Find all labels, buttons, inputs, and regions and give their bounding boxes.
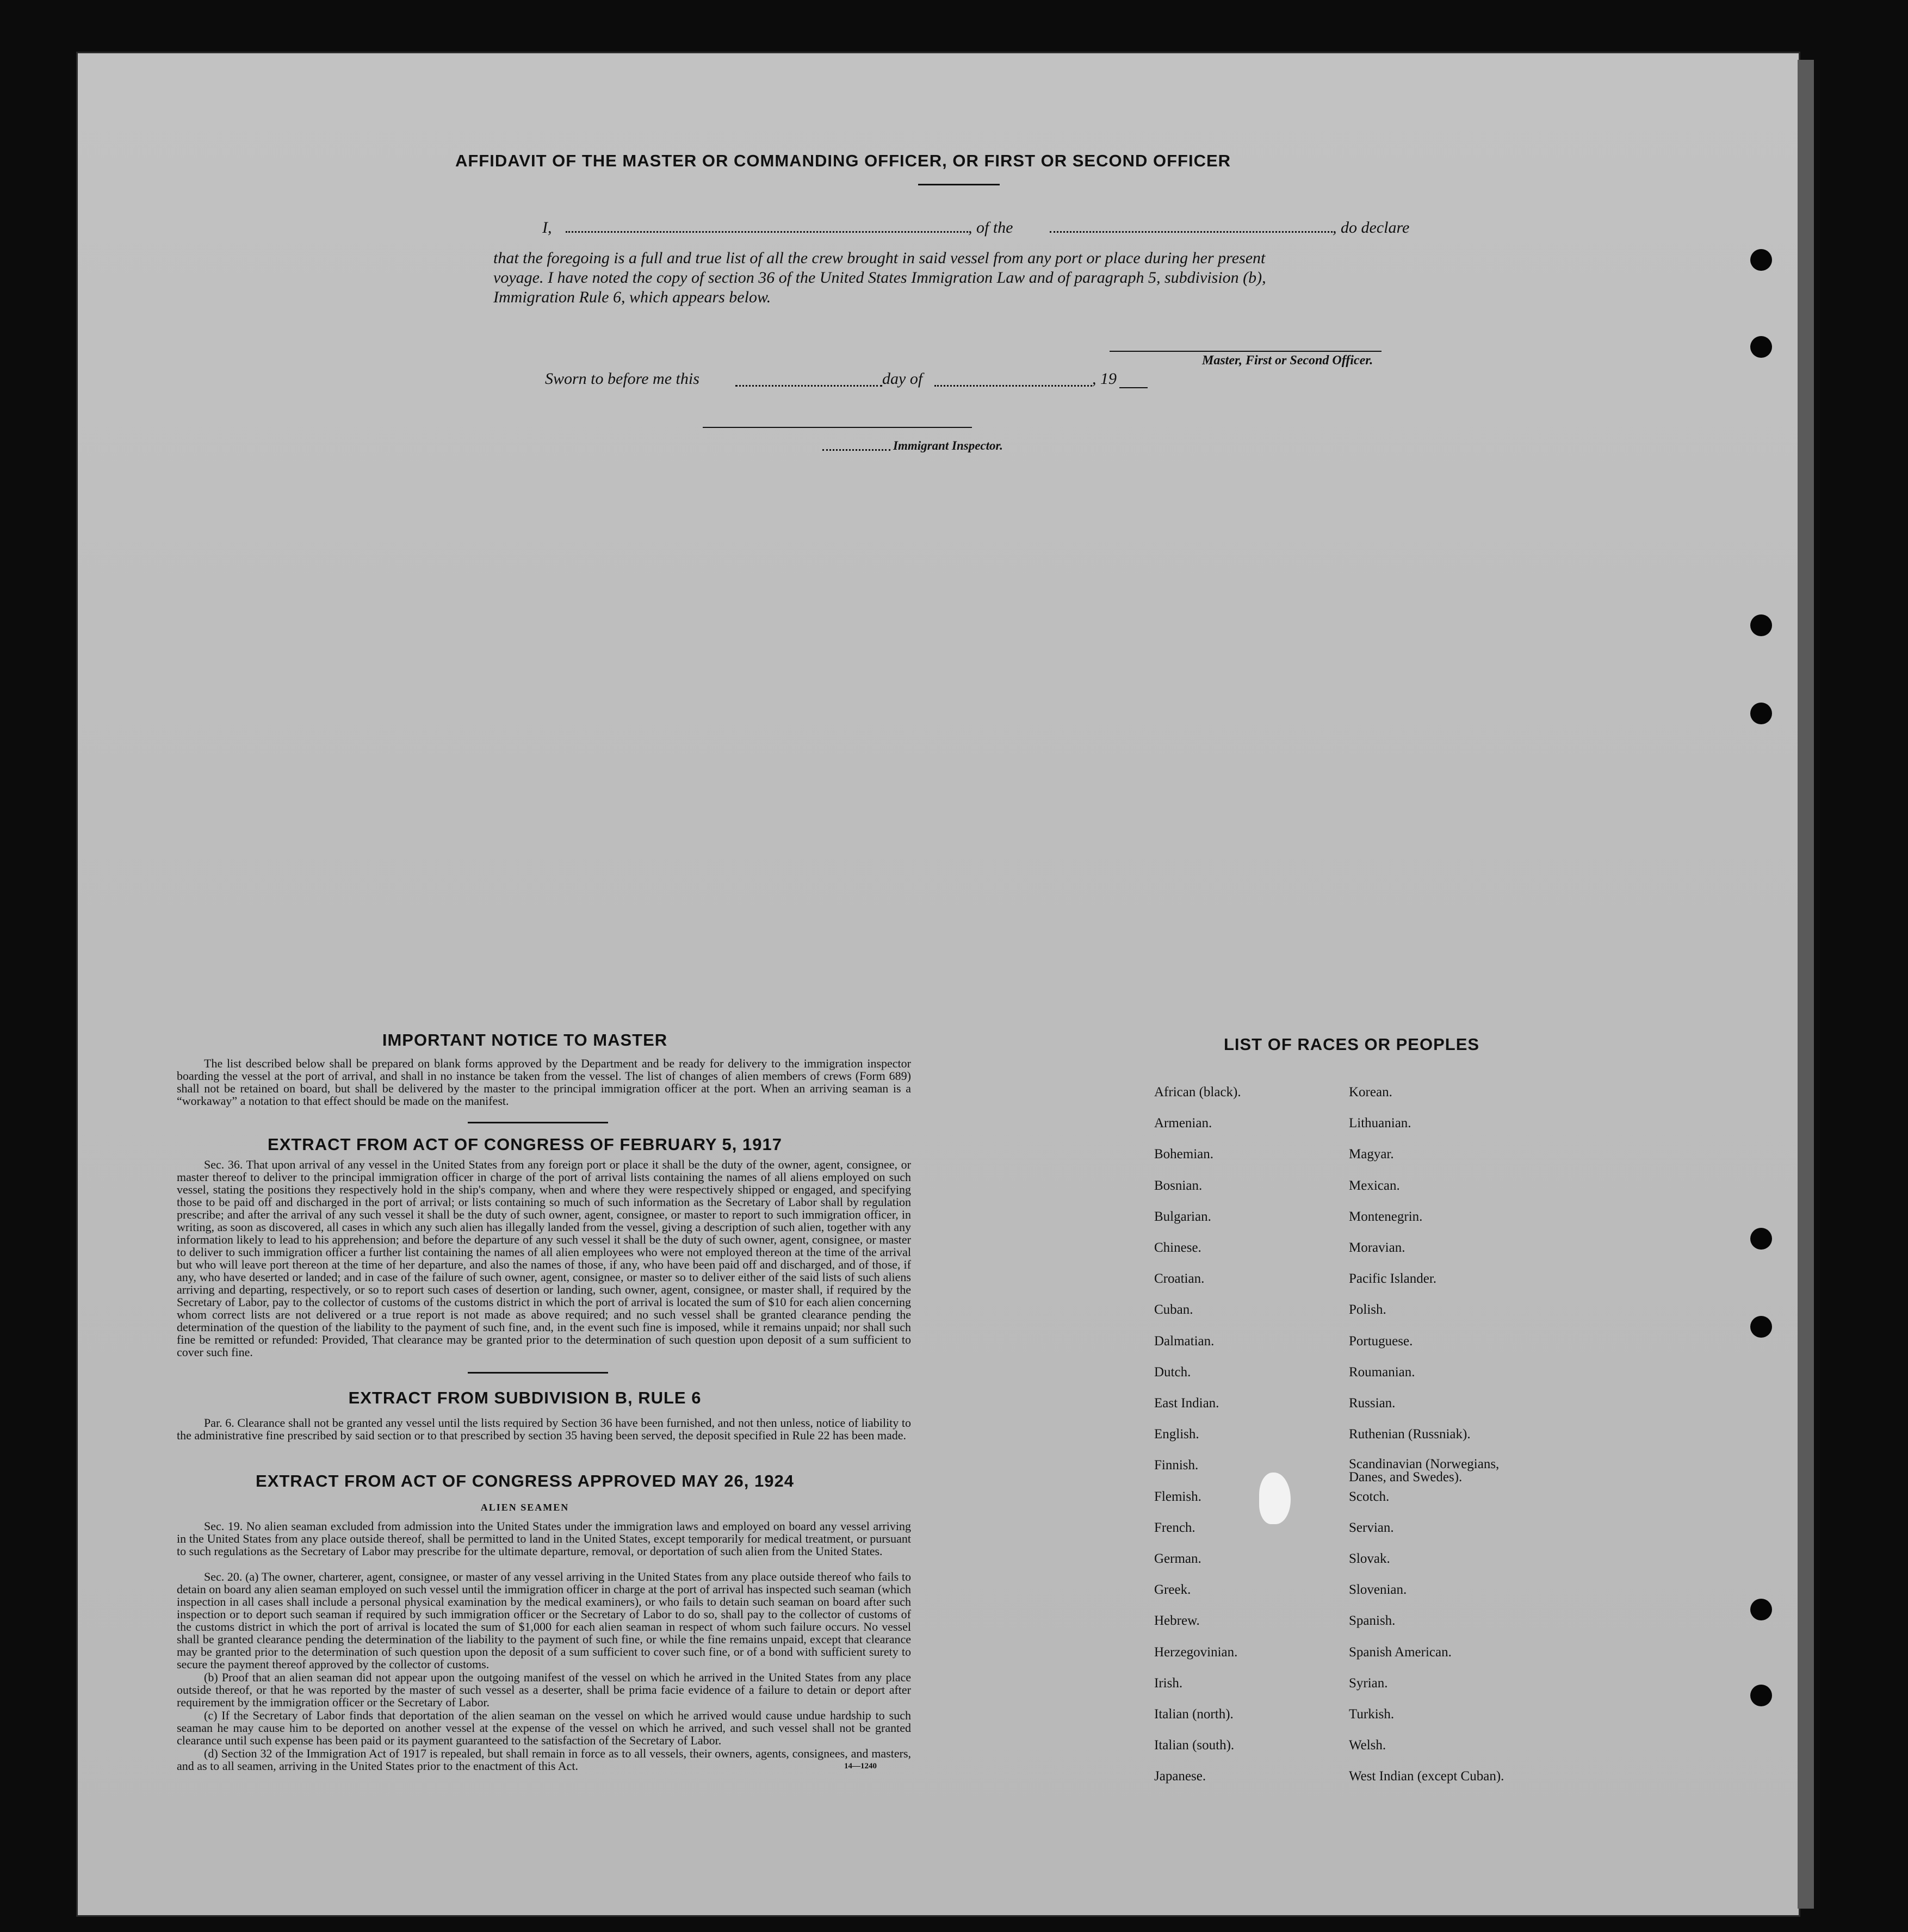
race-item: Dalmatian. xyxy=(1154,1334,1215,1349)
race-item: Slovenian. xyxy=(1349,1582,1407,1597)
year-label: , 19 xyxy=(1092,370,1117,388)
sworn-label: Sworn to before me this xyxy=(545,370,699,388)
affidavit-of-the-label: , of the xyxy=(968,219,1013,237)
race-item: Magyar. xyxy=(1349,1147,1394,1161)
inspector-signature-line[interactable] xyxy=(703,427,972,428)
punch-hole xyxy=(1750,1685,1772,1706)
master-name-field[interactable] xyxy=(566,231,968,233)
sworn-day-field[interactable] xyxy=(735,385,882,387)
signature-label: Master, First or Second Officer. xyxy=(1202,353,1373,368)
punch-hole xyxy=(1750,614,1772,636)
race-item: Cuban. xyxy=(1154,1302,1193,1317)
race-item: Welsh. xyxy=(1349,1738,1386,1753)
race-item: Lithuanian. xyxy=(1349,1116,1411,1130)
race-item: Spanish. xyxy=(1349,1613,1396,1628)
race-item: Italian (south). xyxy=(1154,1738,1235,1753)
extract-rule6-title: EXTRACT FROM SUBDIVISION B, RULE 6 xyxy=(348,1388,702,1407)
race-item: Japanese. xyxy=(1154,1769,1206,1784)
race-item: Mexican. xyxy=(1349,1178,1400,1193)
extract-1917-text: Sec. 36. That upon arrival of any vessel in the United States from any foreign port or place it shall be the duty of the owner, agent, consignee, or master thereof to deliver to the principal immigration officer in charge of the port of arrival lists containing the names of all aliens employed on such vessel, stating the positions they respectively hold in the ship's company, when and where they were respectively shipped or engaged, and specifying those to be paid off and discharged in the port of arrival; or lists containing so much of such information as the Secretary of Labor shall by regulation prescribe; and after the arrival of any such vessel it shall be the duty of such owner, agent, consignee, or master to report to such immigration officer, in writing, as soon as discovered, all cases in which any such alien has illegally landed from the vessel, giving a description of such alien, together with any information likely to lead to his apprehension; and before the departure of any such vessel it shall be the duty of such owner, agent, consignee, or master to deliver to such immigration officer a further list containing the names of all alien employees who were not employed thereon at the time of the arrival but who will leave port thereon at the time of her departure, and also the names of those, if any, who have been paid off and discharged, and of those, if any, who have deserted or landed; and in case of the failure of such owner, agent, consignee, or master so to deliver either of the said lists of such aliens arriving and departing, respectively, or so to report such cases of desertion or landing, such owner, agent, consignee, or master shall, if required by the Secretary of Labor, pay to the collector of customs of the customs district in which the port of arrival is located the sum of $10 for each alien concerning whom correct lists are not delivered or a true report is not made as above required; and no such vessel shall be granted clearance pending the determination of the question of the liability to the payment of such fine, and, in the event such fine is imposed, while it remains unpaid; nor shall such fine be remitted or refunded: Provided, That clearance may be granted prior to the determination of such question upon deposit of a sum sufficient to cover such fine. xyxy=(177,1158,911,1359)
day-of-label: day of xyxy=(882,370,923,388)
form-number: 14—1240 xyxy=(844,1762,877,1771)
race-item: East Indian. xyxy=(1154,1396,1219,1411)
extract-1924-sec19: Sec. 19. No alien seaman excluded from admission into the United States under the immigration laws and employed on board any vessel arriving in the United States from any place outside thereof, shall be permitted to land in the United States, except temporarily for medical treatment, or pursuant to such regulations as the Secretary of Labor may prescribe for the ultimate departure, removal, or deportation of such alien from the United States. xyxy=(177,1519,911,1558)
vessel-name-field[interactable] xyxy=(1050,231,1333,233)
race-item: Flemish. xyxy=(1154,1489,1201,1504)
race-item: Moravian. xyxy=(1349,1240,1405,1255)
race-item: Bohemian. xyxy=(1154,1147,1214,1161)
race-item: Servian. xyxy=(1349,1520,1394,1535)
affidavit-text-line2: that the foregoing is a full and true list of all the crew brought in said vessel from any port or place during her present xyxy=(493,249,1266,267)
race-item: Hebrew. xyxy=(1154,1613,1200,1628)
affidavit-text-line3: voyage. I have noted the copy of section 36 of the United States Immigration Law and of paragraph 5, subdivision (b), xyxy=(493,269,1266,287)
punch-hole xyxy=(1750,703,1772,724)
race-item: Spanish American. xyxy=(1349,1645,1452,1660)
punch-hole xyxy=(1750,1228,1772,1250)
race-item: Turkish. xyxy=(1349,1707,1395,1722)
sworn-month-field[interactable] xyxy=(934,385,1092,387)
race-item: Finnish. xyxy=(1154,1458,1199,1473)
race-item: Russian. xyxy=(1349,1396,1396,1411)
race-item: Dutch. xyxy=(1154,1365,1191,1380)
race-item: Ruthenian (Russniak). xyxy=(1349,1427,1471,1442)
race-item: Italian (north). xyxy=(1154,1707,1234,1722)
race-item: Roumanian. xyxy=(1349,1365,1415,1380)
race-item: Scandinavian (Norwegians, Danes, and Swedes). xyxy=(1349,1457,1500,1484)
punch-hole xyxy=(1750,336,1772,358)
punch-hole xyxy=(1750,1316,1772,1338)
extract-1924-sec20a: Sec. 20. (a) The owner, charterer, agent, consignee, or master of any vessel arriving in the United States from any place outside thereof who fails to detain on board any alien seaman employed on such vessel until the immigration officer in charge at the port of arrival has inspected such seaman (which inspection in all cases shall include a personal physical examination by the medical examiners), or who fails to detain such seaman on board after such inspection or to deport such seaman if required by such immigration officer or the Secretary of Labor to do so, shall pay to the collector of customs of the customs district in which the port of arrival is located the sum of $1,000 for each alien seaman in respect of whom such failure occurs. No vessel shall be granted clearance pending the determination of the liability to the payment of such fine, or while the fine remains unpaid, except that clearance may be granted prior to the determination of such question upon the deposit of a sum sufficient to cover such fine, or of a bond with sufficient surety to secure the payment thereof approved by the collector of customs. xyxy=(177,1570,911,1671)
paper-blemish xyxy=(1259,1473,1291,1524)
race-item: Herzegovinian. xyxy=(1154,1645,1238,1660)
inspector-label: Immigrant Inspector. xyxy=(893,439,1003,452)
extract-1924-sec20d: (d) Section 32 of the Immigration Act of 1917 is repealed, but shall remain in force as to all vessels, their owners, agents, consignees, and masters, and as to all seamen, arriving in the United States prior to the enactment of this Act. xyxy=(177,1747,911,1773)
race-item: West Indian (except Cuban). xyxy=(1349,1769,1504,1784)
race-item: Montenegrin. xyxy=(1349,1209,1423,1224)
sheet-edge xyxy=(1798,60,1814,1909)
affidavit-declare-label: , do declare xyxy=(1333,219,1410,237)
extract-1924-sec20b: (b) Proof that an alien seaman did not appear upon the outgoing manifest of the vessel on which he arrived in the United States from any place outside thereof, or that he was reported by the master of such vessel as a deserter, shall be prima facie evidence of a failure to detain or deport after requirement by the immigration officer or the Secretary of Labor. xyxy=(177,1670,911,1709)
extract-1924-sec20c: (c) If the Secretary of Labor finds that deportation of the alien seaman on the vessel on which he arrived would cause undue hardship to such seaman he may cause him to be deported on another vessel at the expense of the vessel on which he arrived, and such vessel shall not be granted clearance until such expense has been paid or its payment guaranteed to the satisfaction of the Secretary of Labor. xyxy=(177,1709,911,1747)
race-item: Bulgarian. xyxy=(1154,1209,1211,1224)
race-item: Polish. xyxy=(1349,1302,1386,1317)
title-rule xyxy=(918,184,1000,185)
race-item: Irish. xyxy=(1154,1676,1183,1691)
race-item: French. xyxy=(1154,1520,1195,1535)
signature-line[interactable] xyxy=(1110,351,1382,352)
affidavit-title: AFFIDAVIT OF THE MASTER OR COMMANDING OFFICER, OR FIRST OR SECOND OFFICER xyxy=(455,151,1231,170)
extract-rule6-text: Par. 6. Clearance shall not be granted any vessel until the lists required by Section 36 have been furnished, and not then unless, notice of liability to the administrative fine prescribed by said section or to that prescribed by section 35 having been served, the deposit specified in Rule 22 has been made. xyxy=(177,1416,911,1442)
race-item: Pacific Islander. xyxy=(1349,1271,1437,1286)
race-item: Croatian. xyxy=(1154,1271,1205,1286)
race-item: Scotch. xyxy=(1349,1489,1390,1504)
notice-title: IMPORTANT NOTICE TO MASTER xyxy=(382,1030,668,1049)
affidavit-text-line4: Immigration Rule 6, which appears below. xyxy=(493,288,771,306)
extract-1924-subtitle: ALIEN SEAMEN xyxy=(480,1502,569,1513)
sworn-year-field[interactable] xyxy=(1119,387,1148,388)
inspector-dotted-line xyxy=(822,449,890,451)
punch-hole xyxy=(1750,1599,1772,1620)
race-item: German. xyxy=(1154,1551,1201,1566)
race-item: Armenian. xyxy=(1154,1116,1212,1130)
section-rule xyxy=(468,1372,608,1374)
race-item: Syrian. xyxy=(1349,1676,1388,1691)
affidavit-i-label: I, xyxy=(542,219,552,237)
race-item: Bosnian. xyxy=(1154,1178,1203,1193)
punch-hole xyxy=(1750,249,1772,271)
race-item: Slovak. xyxy=(1349,1551,1390,1566)
race-item: Portuguese. xyxy=(1349,1334,1413,1349)
race-item: Chinese. xyxy=(1154,1240,1201,1255)
notice-text: The list described below shall be prepared on blank forms approved by the Department and be ready for delivery to the immigration inspector boarding the vessel at the port of arrival, and shall in no instance be taken from the vessel. The list of changes of alien members of crews (Form 689) shall not be retained on board, but shall be delivered by the master to the principal immigration officer at the port. When an arriving seaman is a “workaway” a notation to that effect should be made on the manifest. xyxy=(177,1057,911,1108)
section-rule xyxy=(468,1122,608,1123)
race-item: African (black). xyxy=(1154,1085,1241,1099)
race-item: English. xyxy=(1154,1427,1199,1442)
race-item: Korean. xyxy=(1349,1085,1392,1099)
race-item: Greek. xyxy=(1154,1582,1191,1597)
extract-1917-title: EXTRACT FROM ACT OF CONGRESS OF FEBRUARY 5, 1917 xyxy=(268,1135,782,1154)
extract-1924-title: EXTRACT FROM ACT OF CONGRESS APPROVED MAY 26, 1924 xyxy=(256,1471,794,1490)
races-title: LIST OF RACES OR PEOPLES xyxy=(1223,1035,1480,1054)
